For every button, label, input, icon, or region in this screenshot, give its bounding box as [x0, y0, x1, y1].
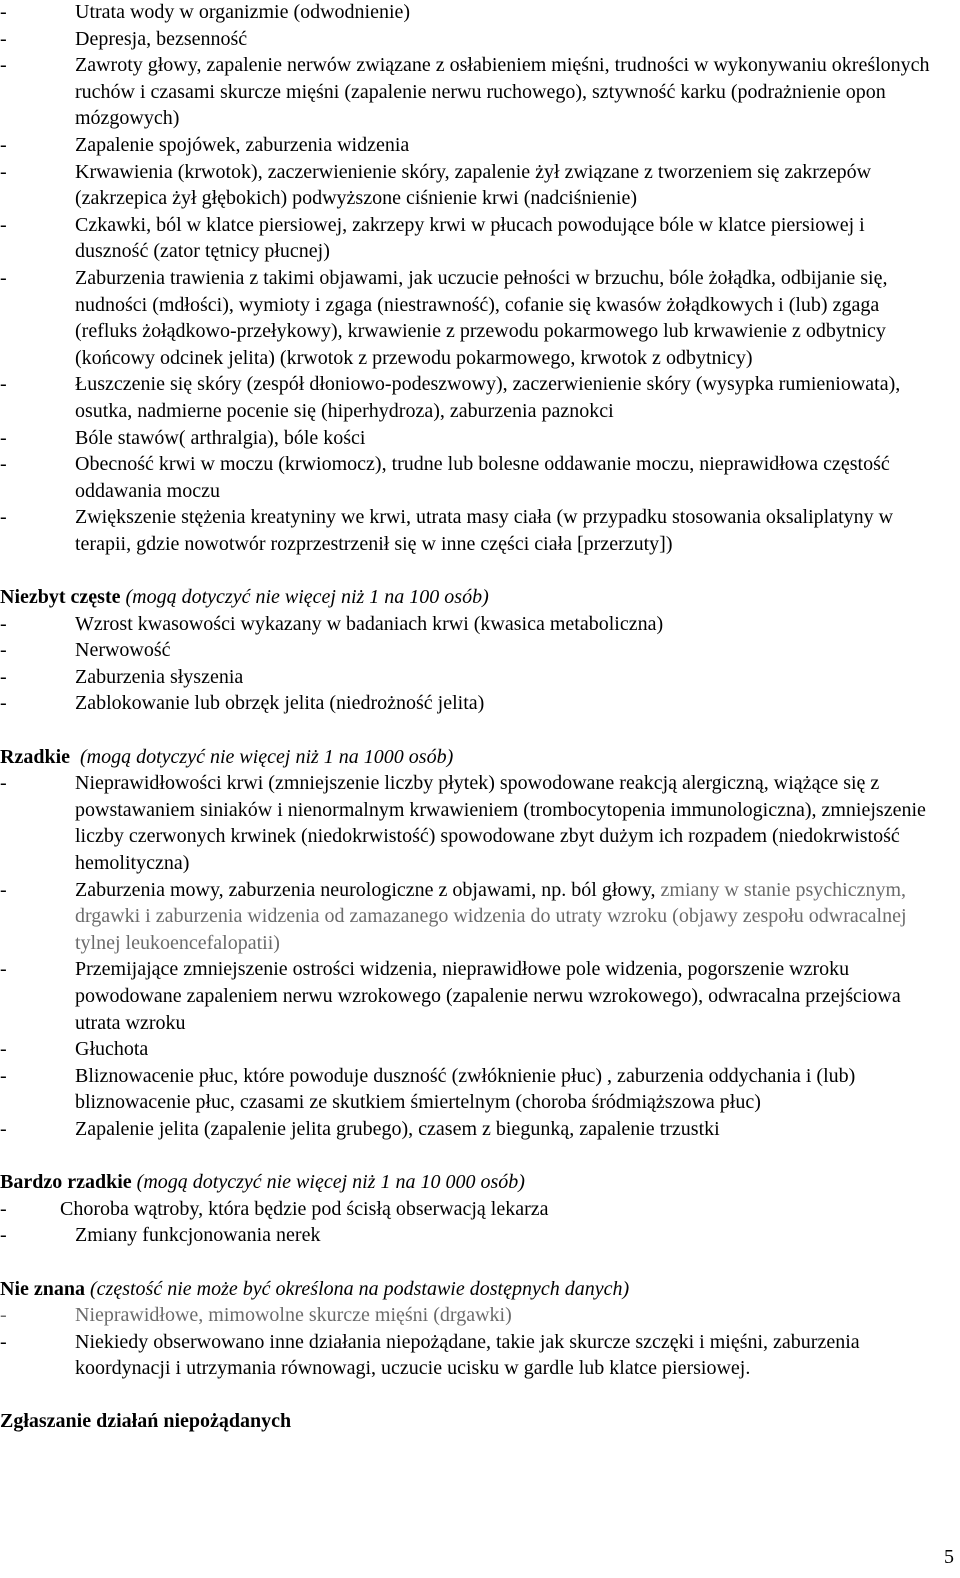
list-item-text: Niekiedy obserwowano inne działania niepożądane, takie jak skurcze szczęki i mięśni, zaburzenia koordynacji i utrzymania równowagi, uczucie ucisku w gardle lub klatce piersiowej.	[75, 1330, 860, 1380]
list-item-text: Bliznowacenie płuc, które powoduje duszność (zwłóknienie płuc) , zaburzenia oddychania i (lub) bliznowacenie płuc, czasami ze skutkiem śmiertelnym (choroba śródmiąższowa płuc)	[75, 1064, 856, 1114]
section-subtitle: (częstość nie może być określona na podstawie dostępnych danych)	[90, 1277, 630, 1300]
list-item	[0, 451, 960, 504]
bullet-dash: -	[0, 639, 7, 662]
bullet-dash: -	[0, 958, 7, 981]
list-item	[0, 212, 960, 265]
bullet-dash: -	[0, 1064, 7, 1087]
bullet-dash: -	[0, 1038, 7, 1061]
list-item	[0, 159, 960, 212]
section-title: Bardzo rzadkie	[0, 1171, 132, 1194]
section-heading-bardzo-rzadkie	[0, 1169, 960, 1196]
section-gap	[0, 557, 960, 584]
list-item-text: Bóle stawów( arthralgia), bóle kości	[75, 426, 366, 449]
bullet-dash: -	[0, 1224, 7, 1247]
bullet-dash: -	[0, 160, 7, 183]
list-item-text: Choroba wątroby, która będzie pod ścisłą obserwacją lekarza	[60, 1197, 549, 1220]
list-item	[0, 1302, 960, 1329]
list-item-text: Czkawki, ból w klatce piersiowej, zakrzepy krwi w płucach powodujące bóle w klatce piersiowej i duszność (zator tętnicy płucnej)	[75, 213, 865, 263]
section-subtitle: (mogą dotyczyć nie więcej niż 1 na 10 000 osób)	[136, 1171, 525, 1194]
list-item	[0, 0, 960, 26]
list-item-text: Obecność krwi w moczu (krwiomocz), trudne lub bolesne oddawanie moczu, nieprawidłowa częstość oddawania moczu	[75, 453, 890, 502]
bullet-dash: -	[0, 1, 7, 23]
list-item-text: Zablokowanie lub obrzęk jelita (niedrożność jelita)	[75, 692, 485, 715]
bullet-dash: -	[0, 612, 7, 635]
list-item	[0, 1196, 960, 1223]
section-heading-niezbyt-czeste	[0, 584, 960, 611]
list-item-text: Nieprawidłowości krwi (zmniejszenie liczby płytek) spowodowane reakcją alergiczną, wiążące się z powstawaniem siniaków i nienormalnym krwawieniem (trombocytopenia immunologiczna), zmniejszenie liczby czerwonych krwinek (niedokrwistość) spowodowane zbyt dużym ich rozpadem (niedokrwistość hemolityczna)	[75, 772, 926, 874]
list-item-text: Depresja, bezsenność	[75, 27, 248, 50]
bullet-dash: -	[0, 665, 7, 688]
bullet-dash: -	[0, 1197, 7, 1220]
list-item-text: Łuszczenie się skóry (zespół dłoniowo-podeszwowy), zaczerwienienie skóry (wysypka rumieniowata), osutka, nadmierne pocenie się (hiperhydroza), zaburzenia paznokci	[75, 373, 901, 422]
list-item	[0, 877, 960, 957]
list-item	[0, 425, 960, 452]
list-item	[0, 371, 960, 424]
list-item-text: Zwiększenie stężenia kreatyniny we krwi, utrata masy ciała (w przypadku stosowania oksaliplatyny w terapii, gdzie nowotwór rozprzestrzenił się w inne części ciała [przerzuty])	[75, 506, 894, 555]
bullet-dash: -	[0, 692, 7, 715]
list-item-text: Zapalenie spojówek, zaburzenia widzenia	[75, 133, 410, 156]
page-number: 5	[944, 1546, 954, 1568]
bullet-dash: -	[0, 1304, 7, 1327]
list-item-text: Nerwowość	[75, 639, 171, 662]
list-item	[0, 956, 960, 1036]
list-item-text: Zaburzenia mowy, zaburzenia neurologiczne z objawami, np. ból głowy,	[75, 878, 656, 901]
bullet-dash: -	[0, 772, 7, 795]
bullet-dash: -	[0, 54, 7, 77]
list-item	[0, 611, 960, 638]
list-item-text: Wzrost kwasowości wykazany w badaniach krwi (kwasica metaboliczna)	[75, 612, 664, 635]
list-item-text: Zapalenie jelita (zapalenie jelita grubego), czasem z biegunką, zapalenie trzustki	[75, 1117, 720, 1140]
section-subtitle: (mogą dotyczyć nie więcej niż 1 na 1000 osób)	[80, 745, 454, 768]
bullet-dash: -	[0, 426, 7, 449]
list-item-text: Zmiany funkcjonowania nerek	[75, 1224, 321, 1247]
section-gap	[0, 1249, 960, 1276]
bullet-dash: -	[0, 213, 7, 236]
bullet-dash: -	[0, 1117, 7, 1140]
section-heading-rzadkie	[0, 744, 960, 771]
section-title: Niezbyt częste	[0, 586, 121, 609]
list-item-text: Przemijające zmniejszenie ostrości widzenia, nieprawidłowe pole widzenia, pogorszenie wzroku powodowane zapaleniem nerwu wzrokowego (zapalenie nerwu wzrokowego), odwracalna przejściowa utrata wzroku	[75, 958, 901, 1034]
bullet-dash: -	[0, 878, 7, 901]
section-gap	[0, 1143, 960, 1170]
list-item	[0, 26, 960, 53]
list-item	[0, 637, 960, 664]
list-item-text: Zaburzenia trawienia z takimi objawami, jak uczucie pełności w brzuchu, bóle żołądka, odbijanie się, nudności (mdłości), wymioty i zgaga (niestrawność), cofanie się kwasów żołądkowych i (lub) zgaga (refluks żołądkowo-przełykowy), krwawienie z przewodu pokarmowego lub krwawienie z odbytnicy (końcowy odcinek jelita) (krwotok z przewodu pokarmowego, krwotok z odbytnicy)	[75, 266, 888, 369]
section-gap	[0, 1382, 960, 1409]
bullet-dash: -	[0, 133, 7, 156]
list-item	[0, 504, 960, 557]
list-item-text: Zawroty głowy, zapalenie nerwów związane z osłabieniem mięśni, trudności w wykonywaniu określonych ruchów i czasami skurcze mięśni (zapalenie nerwu ruchowego), sztywność karku (podrażnienie opon mózgowych)	[75, 54, 930, 130]
list-item	[0, 132, 960, 159]
list-item-text: Krwawienia (krwotok), zaczerwienienie skóry, zapalenie żył związane z tworzeniem się zakrzepów (zakrzepica żył głębokich) podwyższone ciśnienie krwi (nadciśnienie)	[75, 160, 872, 210]
list-item	[0, 1329, 960, 1382]
list-item	[0, 265, 960, 371]
list-item-text-grey: zmiany w stanie psychicznym, drgawki i zaburzenia widzenia od zamazanego widzenia do utraty wzroku (objawy zespołu odwracalnej tylnej leukoencefalopatii)	[75, 878, 907, 954]
bullet-dash: -	[0, 506, 7, 529]
list-item	[0, 1222, 960, 1249]
section-subtitle: (mogą dotyczyć nie więcej niż 1 na 100 osób)	[125, 586, 489, 609]
list-item-text: Utrata wody w organizmie (odwodnienie)	[75, 1, 411, 23]
section-title: Zgłaszanie działań niepożądanych	[0, 1410, 292, 1433]
bullet-dash: -	[0, 453, 7, 476]
bullet-dash: -	[0, 27, 7, 50]
list-item	[0, 1063, 960, 1116]
list-item-text: Zaburzenia słyszenia	[75, 665, 244, 688]
bullet-dash: -	[0, 266, 7, 289]
bullet-dash: -	[0, 1330, 7, 1353]
section-gap	[0, 717, 960, 744]
section-heading-nie-znana	[0, 1276, 960, 1303]
list-item	[0, 770, 960, 876]
list-item	[0, 664, 960, 691]
list-item-text: Głuchota	[75, 1038, 149, 1061]
list-item	[0, 52, 960, 132]
section-title: Nie znana	[0, 1277, 85, 1300]
section-heading-zglaszanie	[0, 1408, 960, 1435]
section-title: Rzadkie	[0, 745, 70, 768]
list-item	[0, 1116, 960, 1143]
bullet-dash: -	[0, 373, 7, 396]
list-item	[0, 690, 960, 717]
list-item	[0, 1036, 960, 1063]
list-item-text: Nieprawidłowe, mimowolne skurcze mięśni (drgawki)	[75, 1304, 512, 1327]
